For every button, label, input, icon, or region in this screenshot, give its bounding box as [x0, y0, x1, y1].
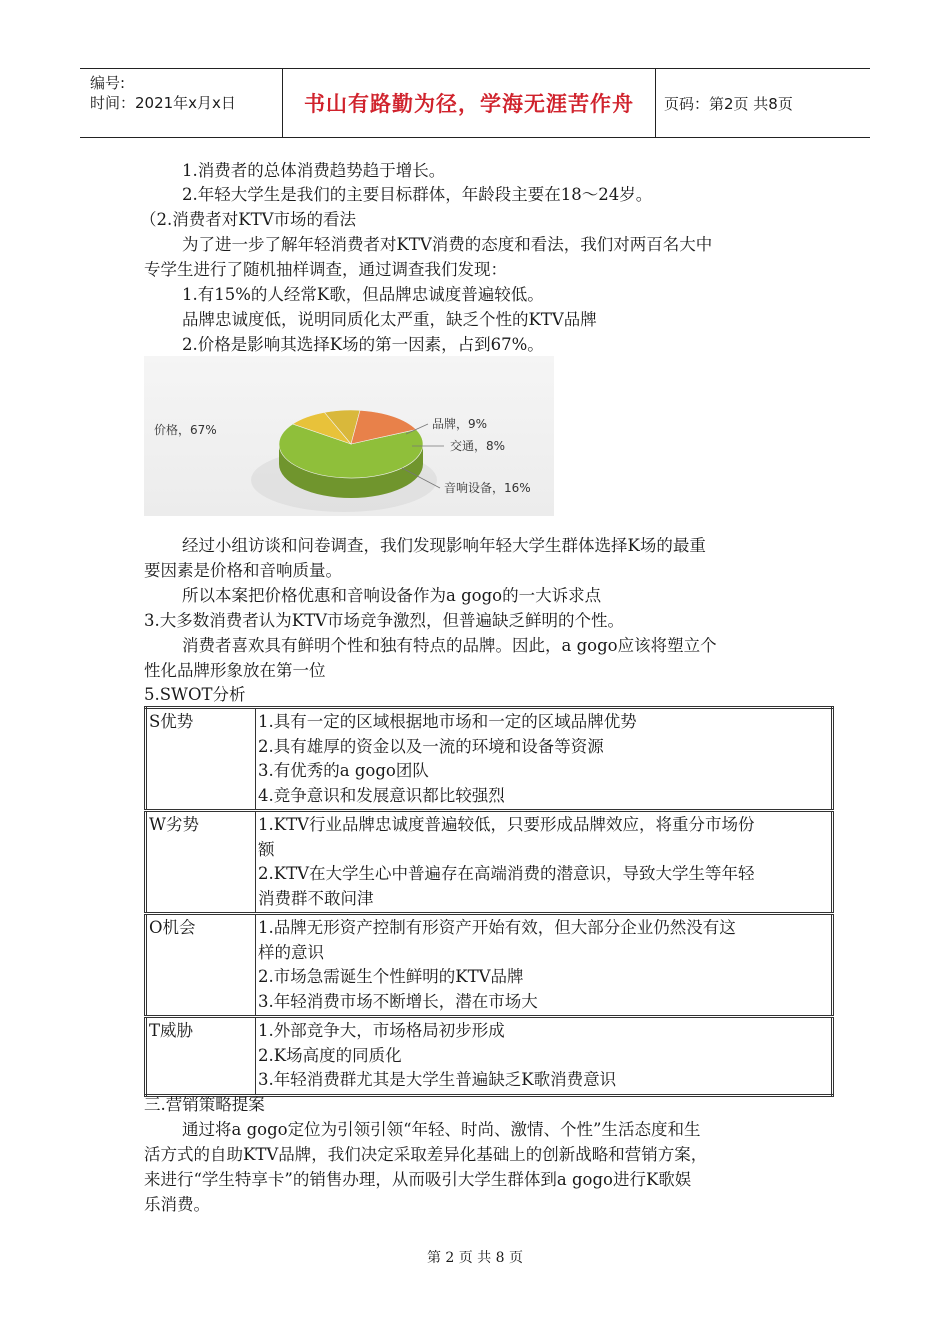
swot-item: 额	[258, 839, 275, 859]
swot-item: 3.年轻消费市场不断增长，潜在市场大	[258, 991, 538, 1011]
swot-key: W劣势	[146, 811, 256, 914]
body-line: 1.消费者的总体消费趋势趋于增长。	[182, 161, 446, 180]
swot-row-w	[146, 811, 833, 914]
swot-table	[144, 706, 834, 1097]
swot-item: 1.外部竞争大，市场格局初步形成	[258, 1021, 505, 1040]
body-line: 经过小组访谈和问卷调查，我们发现影响年轻大学生群体选择K场的最重	[182, 536, 706, 555]
body-line: 2.价格是影响其选择K场的第一因素，占到67%。	[182, 335, 544, 354]
swot-item: 4.竞争意识和发展意识都比较强烈	[258, 785, 505, 805]
header-page-label: 页码：第2页 共8页	[664, 94, 793, 113]
swot-item: 样的意识	[258, 942, 324, 962]
body-line: 活方式的自助KTV品牌，我们决定采取差异化基础上的创新战略和营销方案，	[144, 1145, 708, 1164]
swot-items	[256, 914, 833, 1017]
header-meta	[80, 69, 282, 137]
page-header	[80, 68, 870, 138]
swot-row-o	[146, 914, 833, 1017]
pie-tops	[279, 410, 423, 478]
body-line: 乐消费。	[144, 1195, 210, 1214]
swot-item: 2.具有雄厚的资金以及一流的环境和设备等资源	[258, 736, 604, 756]
body-line: 为了进一步了解年轻消费者对KTV消费的态度和看法，我们对两百名大中	[182, 235, 713, 254]
pie-slice-label: 品牌，9%	[432, 417, 488, 431]
swot-item: 2.KTV在大学生心中普遍存在高端消费的潜意识，导致大学生等年轻	[258, 864, 755, 883]
section-heading: （2.消费者对KTV市场的看法	[140, 210, 356, 229]
body-line: 所以本案把价格优惠和音响设备作为a gogo的一大诉求点	[182, 586, 602, 605]
swot-key: S优势	[146, 708, 256, 811]
body-line: 消费者喜欢具有鲜明个性和独有特点的品牌。因此，a gogo应该将塑立个	[182, 636, 717, 655]
body-line: 性化品牌形象放在第一位	[144, 661, 326, 680]
pie-slice-label: 交通，8%	[450, 439, 506, 453]
body-line: 专学生进行了随机抽样调查，通过调查我们发现：	[144, 260, 507, 279]
pie-chart-svg	[144, 356, 554, 516]
pie-slice-label: 价格，67%	[154, 423, 217, 437]
swot-item: 消费群不敢问津	[258, 888, 374, 908]
swot-row-t	[146, 1017, 833, 1096]
swot-items	[256, 708, 833, 811]
swot-item: 2.K场高度的同质化	[258, 1045, 402, 1065]
swot-items	[256, 1017, 833, 1096]
body-line: 通过将a gogo定位为引领引领“年轻、时尚、激情、个性”生活态度和生	[182, 1120, 701, 1139]
time-label: 时间：2021年x月x日	[90, 94, 236, 112]
header-motto: 书山有路勤为径，学海无涯苦作舟	[282, 69, 656, 137]
section-heading: 5.SWOT分析	[144, 685, 246, 704]
swot-items	[256, 811, 833, 914]
swot-item: 1.具有一定的区域根据地市场和一定的区域品牌优势	[258, 712, 637, 731]
body-line: 要因素是价格和音响质量。	[144, 561, 342, 580]
body-line: 1.有15%的人经常K歌，但品牌忠诚度普遍较低。	[182, 285, 544, 304]
swot-item: 3.有优秀的a gogo团队	[258, 761, 429, 780]
swot-item: 1.KTV行业品牌忠诚度普遍较低，只要形成品牌效应，将重分市场份	[258, 815, 755, 834]
pie-slice-label: 音响设备，16%	[444, 481, 531, 495]
section-heading: 三.营销策略提案	[144, 1095, 265, 1114]
swot-item: 3.年轻消费群尤其是大学生普遍缺乏K歌消费意识	[258, 1070, 617, 1089]
number-label: 编号:	[90, 74, 126, 92]
body-line: 2.年轻大学生是我们的主要目标群体，年龄段主要在18～24岁。	[182, 185, 653, 204]
swot-row-s	[146, 708, 833, 811]
body-line: 品牌忠诚度低，说明同质化太严重，缺乏个性的KTV品牌	[182, 310, 597, 329]
pie-chart	[144, 356, 554, 516]
swot-item: 1.品牌无形资产控制有形资产开始有效，但大部分企业仍然没有这	[258, 918, 736, 937]
swot-key: O机会	[146, 914, 256, 1017]
swot-item: 2.市场急需诞生个性鲜明的KTV品牌	[258, 967, 524, 986]
swot-key: T威胁	[146, 1017, 256, 1096]
body-line: 3.大多数消费者认为KTV市场竞争激烈，但普遍缺乏鲜明的个性。	[144, 611, 624, 630]
page-footer: 第 2 页 共 8 页	[426, 1250, 524, 1266]
body-line: 来进行“学生特享卡”的销售办理，从而吸引大学生群体到a gogo进行K歌娱	[144, 1170, 692, 1189]
